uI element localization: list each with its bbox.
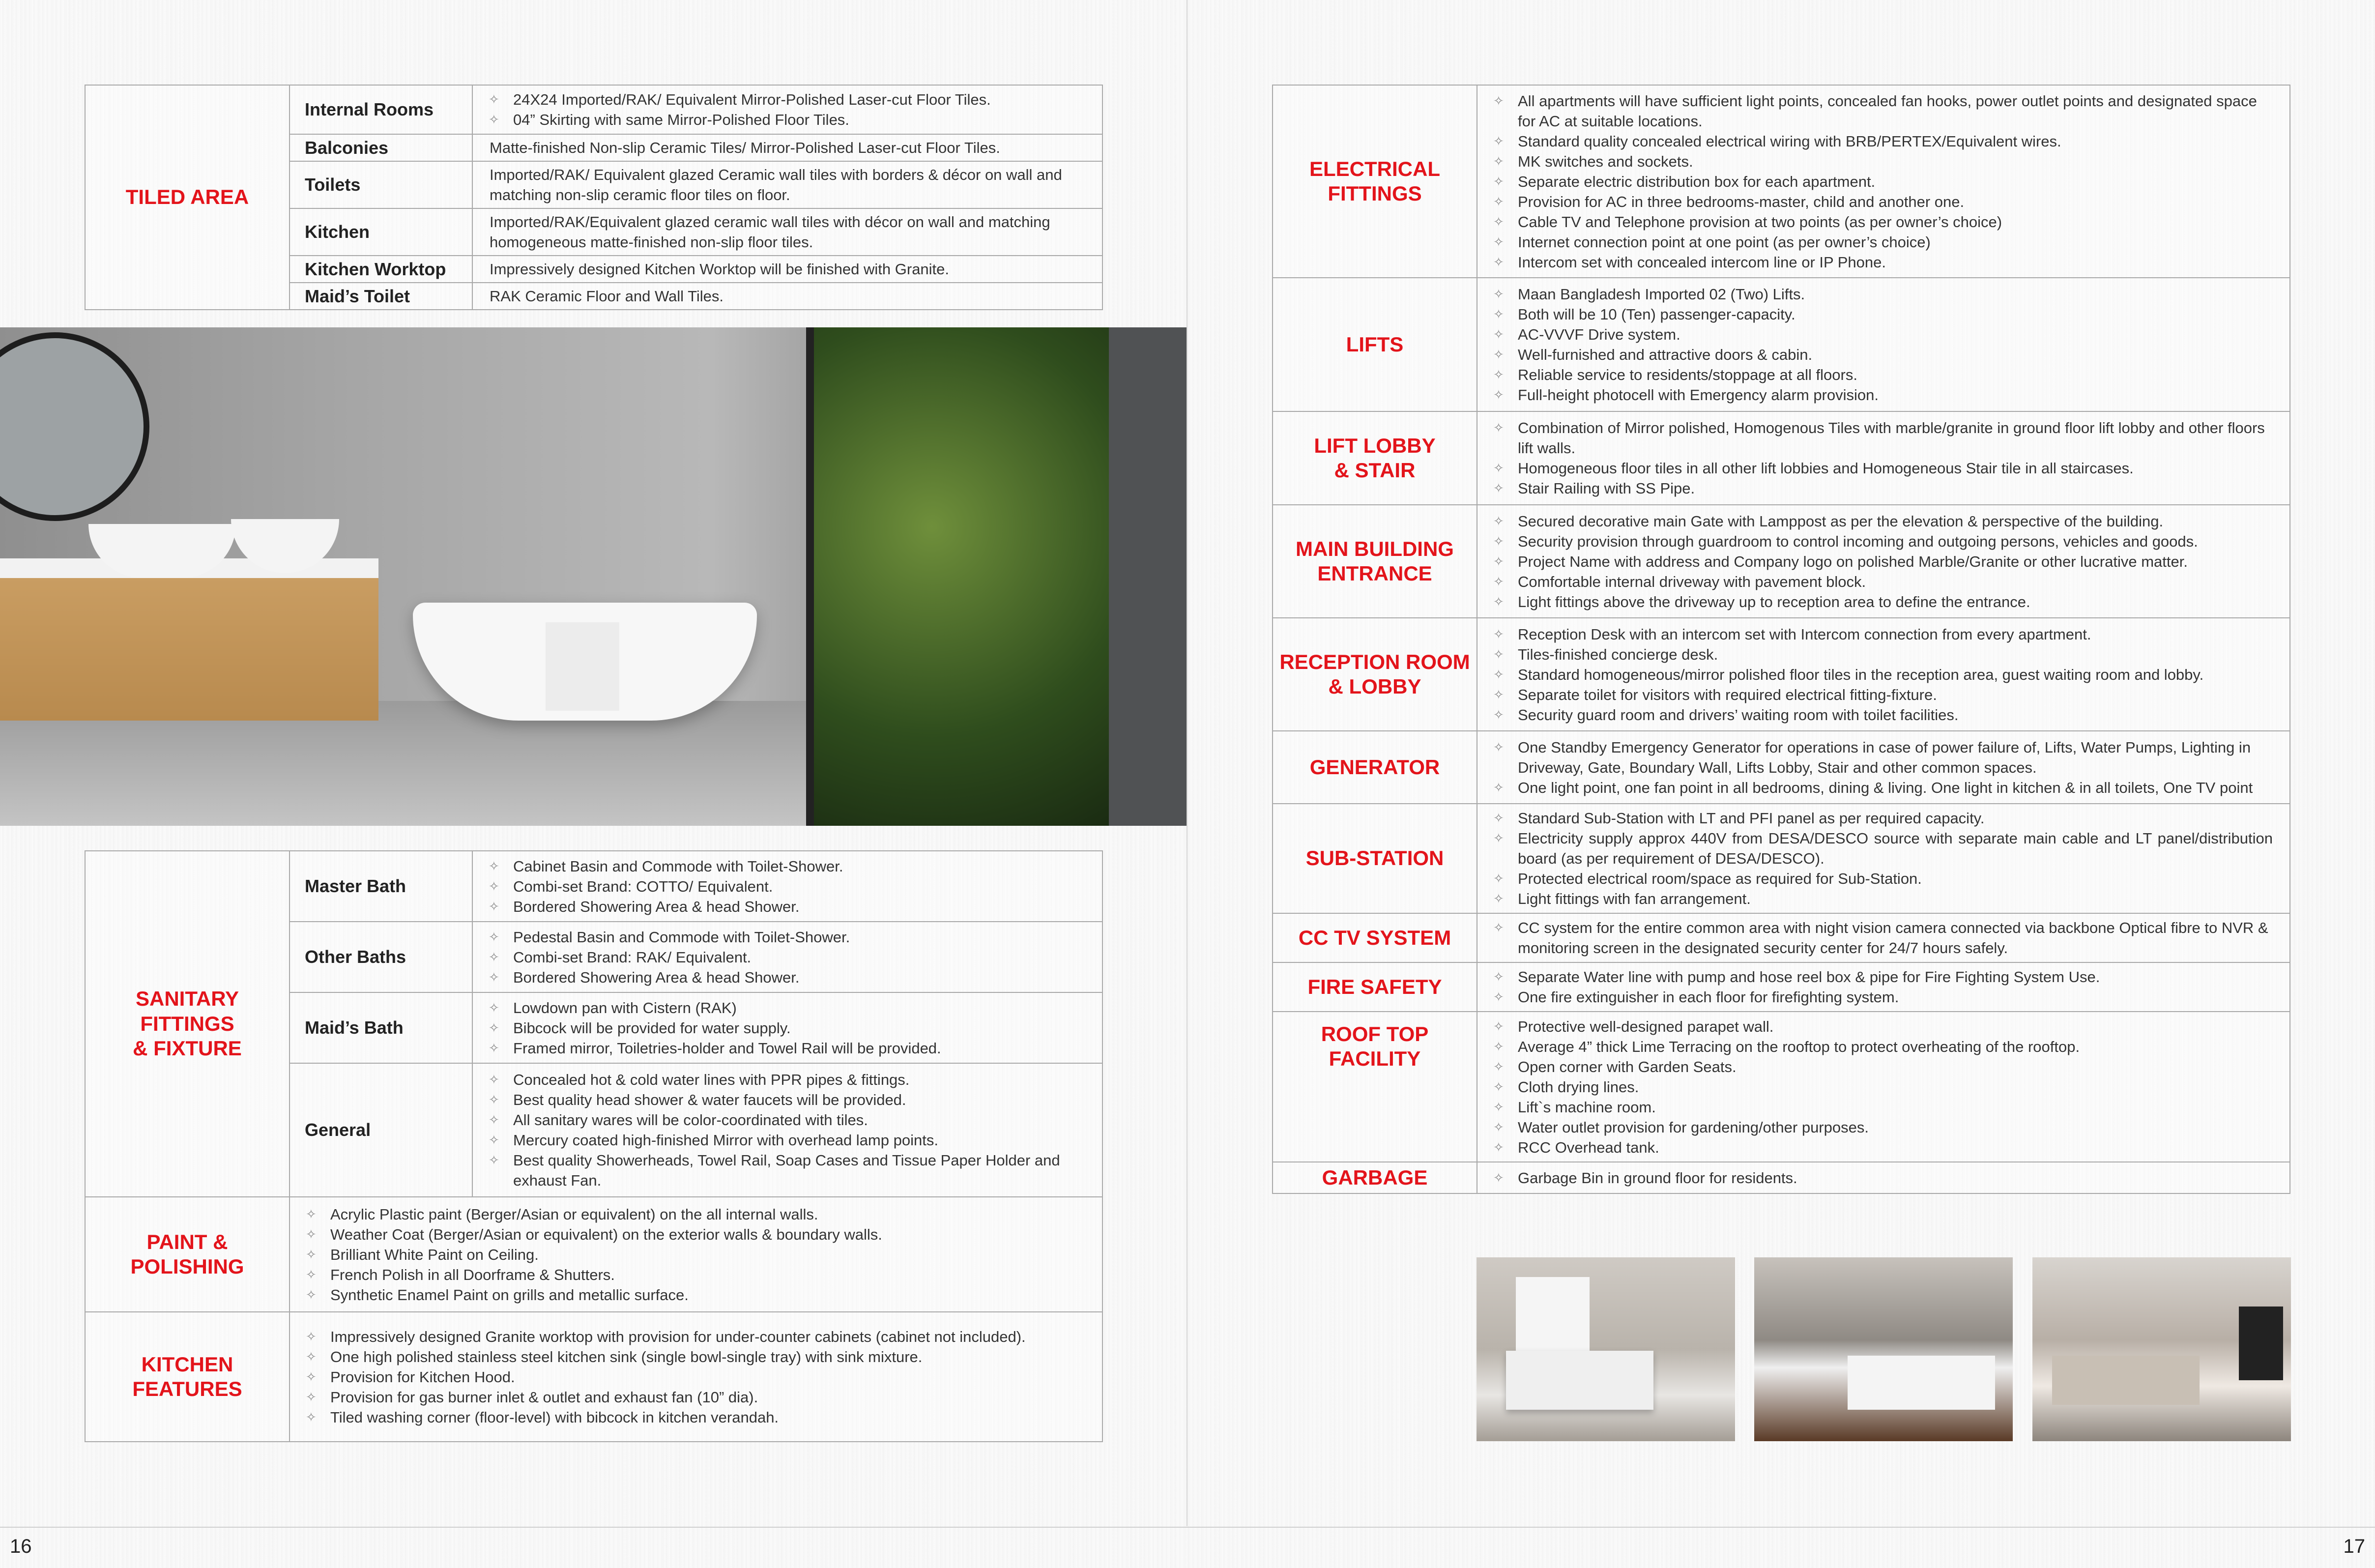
list-item: ✧ Provision for gas burner inlet & outlet and exhaust fan (10” dia). [306, 1387, 1085, 1407]
sofa [2052, 1356, 2200, 1405]
paint-items [290, 1197, 1102, 1312]
services-table [1272, 85, 2290, 1194]
page-number-right: 17 [2343, 1536, 2365, 1557]
list-item: ✧ Bordered Showering Area & head Shower. [489, 967, 1085, 987]
list-item: ✧ One Standby Emergency Generator for operations in case of power failure of, Lifts, Water Pumps, Lighting in Driveway, Gate, Boundary Wall, Lifts Lobby, Stair and other common spaces. [1493, 737, 2273, 778]
main-entrance-items [1477, 505, 2290, 618]
list-item: ✧ Separate electric distribution box for each apartment. [1493, 172, 2273, 192]
list-item: ✧ 24X24 Imported/RAK/ Equivalent Mirror-Polished Laser-cut Floor Tiles. [489, 89, 1085, 110]
reception-category: RECEPTION ROOM & LOBBY [1273, 618, 1477, 731]
list-item: ✧ All apartments will have sufficient light points, concealed fan hooks, power outlet points and designated space for AC at suitable locations. [1493, 91, 2273, 131]
generator-category: GENERATOR [1273, 731, 1477, 804]
list-item: ✧ Mercury coated high-finished Mirror with overhead lamp points. [489, 1130, 1085, 1150]
list-item: ✧ 04” Skirting with same Mirror-Polished Floor Tiles. [489, 110, 1085, 130]
list-item: ✧ Open corner with Garden Seats. [1493, 1057, 2273, 1077]
wall-art [1516, 1277, 1590, 1351]
reception-items [1477, 618, 2290, 731]
list-item: ✧ Standard quality concealed electrical wiring with BRB/PERTEX/Equivalent wires. [1493, 131, 2273, 151]
list-item: ✧ Tiled washing corner (floor-level) with bibcock in kitchen verandah. [306, 1407, 1085, 1427]
list-item: ✧ Standard Sub-Station with LT and PFI panel as per required capacity. [1493, 808, 2273, 828]
sanitary-table [85, 850, 1103, 1442]
list-item: ✧ Average 4” thick Lime Terracing on the rooftop to protect overheating of the rooftop. [1493, 1037, 2273, 1057]
row-label: Master Bath [290, 851, 472, 922]
substation-items [1477, 804, 2290, 913]
row-items [472, 992, 1102, 1063]
list-item: ✧ Stair Railing with SS Pipe. [1493, 478, 2273, 498]
list-item: ✧ Cloth drying lines. [1493, 1077, 2273, 1097]
list-item: ✧ Lowdown pan with Cistern (RAK) [489, 998, 1085, 1018]
list-item: ✧ Light fittings with fan arrangement. [1493, 889, 2273, 909]
bathroom-image [0, 327, 1187, 826]
list-item: ✧ Intercom set with concealed intercom line or IP Phone. [1493, 252, 2273, 272]
list-item: ✧ Security provision through guardroom to control incoming and outgoing persons, vehicles and goods. [1493, 531, 2273, 552]
lifts-category: LIFTS [1273, 278, 1477, 411]
row-label: General [290, 1063, 472, 1197]
list-item: ✧ One high polished stainless steel kitchen sink (single bowl-single tray) with sink mixture. [306, 1347, 1085, 1367]
wall-panel [1109, 327, 1187, 826]
list-item: ✧ Combination of Mirror polished, Homogenous Tiles with marble/granite in ground floor lift lobby and other floors lift walls. [1493, 418, 2273, 458]
row-text: RAK Ceramic Floor and Wall Tiles. [472, 283, 1102, 310]
page-number-left: 16 [10, 1536, 32, 1557]
kitchen-image [1754, 1257, 2013, 1441]
kitchen-features-category: KITCHEN FEATURES [85, 1312, 290, 1442]
list-item: ✧ Best quality Showerheads, Towel Rail, Soap Cases and Tissue Paper Holder and exhaust Fan. [489, 1150, 1085, 1191]
list-item: ✧ Project Name with address and Company logo on polished Marble/Granite or other lucrative matter. [1493, 552, 2273, 572]
list-item: ✧ Cable TV and Telephone provision at two points (as per owner’s choice) [1493, 212, 2273, 232]
list-item: ✧ Pedestal Basin and Commode with Toilet-Shower. [489, 927, 1085, 947]
towel [546, 622, 619, 711]
list-item: ✧ Reception Desk with an intercom set with Intercom connection from every apartment. [1493, 624, 2273, 644]
tiled-area-table [85, 85, 1103, 310]
garbage-items [1477, 1162, 2290, 1193]
list-item: ✧ Bibcock will be provided for water supply. [489, 1018, 1085, 1038]
paint-category: PAINT & POLISHING [85, 1197, 290, 1312]
lift-lobby-items [1477, 411, 2290, 505]
list-item: ✧ Cabinet Basin and Commode with Toilet-Shower. [489, 856, 1085, 876]
list-item: ✧ Brilliant White Paint on Ceiling. [306, 1245, 1085, 1265]
list-item: ✧ Protective well-designed parapet wall. [1493, 1016, 2273, 1037]
fire-safety-items [1477, 962, 2290, 1012]
kitchen-island [1848, 1356, 1995, 1410]
list-item: ✧ Water outlet provision for gardening/other purposes. [1493, 1117, 2273, 1137]
list-item: ✧ Combi-set Brand: COTTO/ Equivalent. [489, 876, 1085, 897]
list-item: ✧ Tiles-finished concierge desk. [1493, 644, 2273, 665]
list-item: ✧ Weather Coat (Berger/Asian or equivalent) on the exterior walls & boundary walls. [306, 1224, 1085, 1245]
list-item: ✧ RCC Overhead tank. [1493, 1137, 2273, 1158]
list-item: ✧ Acrylic Plastic paint (Berger/Asian or equivalent) on the all internal walls. [306, 1204, 1085, 1224]
list-item: ✧ Provision for AC in three bedrooms-master, child and another one. [1493, 192, 2273, 212]
electrical-items [1477, 85, 2290, 278]
list-item: ✧ Bordered Showering Area & head Shower. [489, 897, 1085, 917]
list-item: ✧ Electricity supply approx 440V from DESA/DESCO source with separate main cable and LT panel/distribution board (as per requirement of DESA/DESCO). [1493, 828, 2273, 869]
list-item: ✧ French Polish in all Doorframe & Shutters. [306, 1265, 1085, 1285]
list-item: ✧ Impressively designed Granite worktop with provision for under-counter cabinets (cabinet not included). [306, 1327, 1085, 1347]
garden-window [806, 327, 1109, 826]
row-label: Internal Rooms [290, 85, 472, 134]
row-items [472, 851, 1102, 922]
list-item: ✧ Security guard room and drivers’ waiting room with toilet facilities. [1493, 705, 2273, 725]
garbage-category: GARBAGE [1273, 1162, 1477, 1193]
rooftop-category: ROOF TOP FACILITY [1273, 1012, 1477, 1162]
list-item: ✧ One light point, one fan point in all bedrooms, dining & living. One light in kitchen & in all toilets, One TV point [1493, 778, 2273, 798]
main-entrance-category: MAIN BUILDING ENTRANCE [1273, 505, 1477, 618]
list-item: ✧ Standard homogeneous/mirror polished floor tiles in the reception area, guest waiting room and lobby. [1493, 665, 2273, 685]
list-item: ✧ Framed mirror, Toiletries-holder and Towel Rail will be provided. [489, 1038, 1085, 1058]
list-item: ✧ Garbage Bin in ground floor for residents. [1493, 1168, 2273, 1188]
list-item: ✧ Concealed hot & cold water lines with PPR pipes & fittings. [489, 1070, 1085, 1090]
row-label: Toilets [290, 161, 472, 208]
bedroom-image [1477, 1257, 1735, 1441]
row-label: Kitchen Worktop [290, 256, 472, 283]
left-page [0, 0, 1187, 1526]
cctv-items [1477, 913, 2290, 962]
list-item: ✧ Protected electrical room/space as required for Sub-Station. [1493, 869, 2273, 889]
list-item: ✧ Lift`s machine room. [1493, 1097, 2273, 1117]
lift-lobby-category: LIFT LOBBY & STAIR [1273, 411, 1477, 505]
round-mirror [0, 332, 149, 521]
list-item: ✧ Provision for Kitchen Hood. [306, 1367, 1085, 1387]
list-item: ✧ Comfortable internal driveway with pavement block. [1493, 572, 2273, 592]
row-items [472, 1063, 1102, 1197]
list-item: ✧ One fire extinguisher in each floor for firefighting system. [1493, 987, 2273, 1007]
list-item: ✧ Maan Bangladesh Imported 02 (Two) Lifts. [1493, 284, 2273, 304]
row-items [472, 922, 1102, 992]
row-label: Other Baths [290, 922, 472, 992]
list-item: ✧ All sanitary wares will be color-coordinated with tiles. [489, 1110, 1085, 1130]
list-item: ✧ Combi-set Brand: RAK/ Equivalent. [489, 947, 1085, 967]
list-item: ✧ MK switches and sockets. [1493, 151, 2273, 172]
list-item: ✧ Reliable service to residents/stoppage at all floors. [1493, 365, 2273, 385]
row-text: Matte-finished Non-slip Ceramic Tiles/ Mirror-Polished Laser-cut Floor Tiles. [472, 134, 1102, 161]
row-text: Impressively designed Kitchen Worktop will be finished with Granite. [472, 256, 1102, 283]
footer-divider [0, 1527, 2375, 1528]
list-item: ✧ Synthetic Enamel Paint on grills and metallic surface. [306, 1285, 1085, 1305]
list-item: ✧ CC system for the entire common area with night vision camera connected via backbone Optical fibre to NVR & monitoring screen in the designated security center for 24/7 hours safely. [1493, 918, 2273, 958]
list-item: ✧ Light fittings above the driveway up to reception area to define the entrance. [1493, 592, 2273, 612]
row-items [472, 85, 1102, 134]
list-item: ✧ Homogeneous floor tiles in all other lift lobbies and Homogeneous Stair tile in all staircases. [1493, 458, 2273, 478]
list-item: ✧ Both will be 10 (Ten) passenger-capacity. [1493, 304, 2273, 324]
wooden-vanity [0, 558, 378, 721]
list-item: ✧ Secured decorative main Gate with Lamppost as per the elevation & perspective of the building. [1493, 511, 2273, 531]
cctv-category: CC TV SYSTEM [1273, 913, 1477, 962]
bed [1506, 1351, 1653, 1410]
list-item: ✧ Well-furnished and attractive doors & cabin. [1493, 345, 2273, 365]
generator-items [1477, 731, 2290, 804]
kitchen-features-items [290, 1312, 1102, 1442]
list-item: ✧ AC-VVVF Drive system. [1493, 324, 2273, 345]
row-text: Imported/RAK/Equivalent glazed ceramic wall tiles with décor on wall and matching homogeneous matte-finished non-slip floor tiles. [472, 208, 1102, 256]
tv-unit [2239, 1307, 2283, 1380]
row-label: Kitchen [290, 208, 472, 256]
tiled-area-category: TILED AREA [85, 85, 290, 310]
row-label: Balconies [290, 134, 472, 161]
list-item: ✧ Full-height photocell with Emergency alarm provision. [1493, 385, 2273, 405]
list-item: ✧ Internet connection point at one point (as per owner’s choice) [1493, 232, 2273, 252]
row-text: Imported/RAK/ Equivalent glazed Ceramic wall tiles with borders & décor on wall and matching non-slip ceramic floor tiles on floor. [472, 161, 1102, 208]
rooftop-items [1477, 1012, 2290, 1162]
electrical-category: ELECTRICAL FITTINGS [1273, 85, 1477, 278]
list-item: ✧ Best quality head shower & water faucets will be provided. [489, 1090, 1085, 1110]
list-item: ✧ Separate Water line with pump and hose reel box & pipe for Fire Fighting System Use. [1493, 967, 2273, 987]
row-label: Maid’s Bath [290, 992, 472, 1063]
living-room-image [2032, 1257, 2291, 1441]
list-item: ✧ Separate toilet for visitors with required electrical fitting-fixture. [1493, 685, 2273, 705]
sanitary-category: SANITARY FITTINGS & FIXTURE [85, 851, 290, 1197]
substation-category: SUB-STATION [1273, 804, 1477, 913]
lifts-items [1477, 278, 2290, 411]
fire-safety-category: FIRE SAFETY [1273, 962, 1477, 1012]
row-label: Maid’s Toilet [290, 283, 472, 310]
